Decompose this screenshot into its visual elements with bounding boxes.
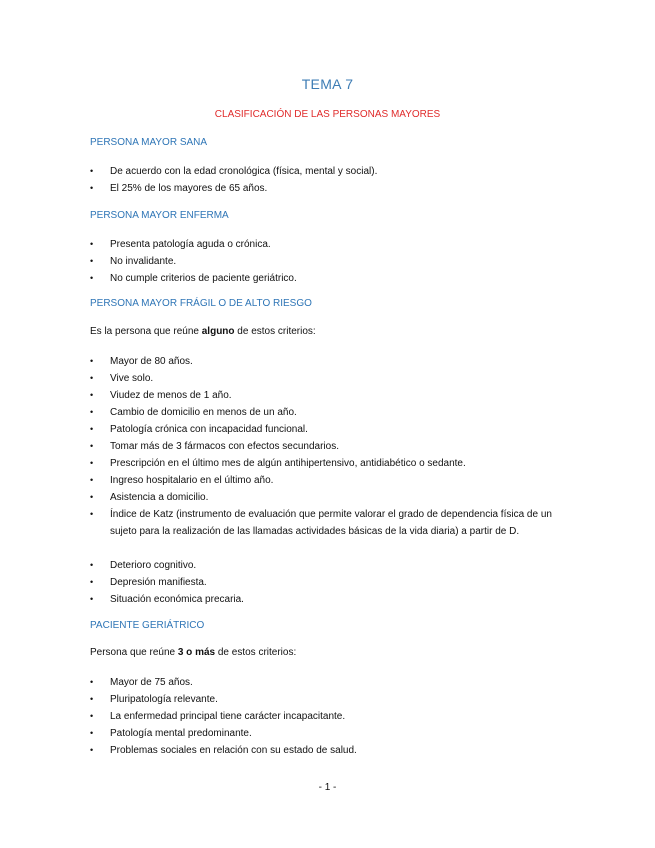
bullet-icon: •	[90, 390, 94, 400]
list-item: • Pluripatología relevante.	[90, 691, 580, 708]
list-item: • No invalidante.	[90, 253, 580, 270]
page-title: TEMA 7	[301, 76, 354, 92]
bullet-icon: •	[90, 239, 94, 249]
bullet-icon: •	[90, 594, 94, 604]
list-item: • Ingreso hospitalario en el último año.	[90, 472, 580, 489]
list-item: • Índice de Katz (instrumento de evaluación que permite valorar el grado de dependencia física de un sujeto para la realización de las llamadas actividades básicas de la vida diaria) a partir de D.	[90, 506, 580, 540]
intro-fragil: Es la persona que reúne alguno de estos criterios:	[90, 326, 316, 337]
bullet-icon: •	[90, 356, 94, 366]
bullet-icon: •	[90, 677, 94, 687]
list-item: • No cumple criterios de paciente geriátrico.	[90, 270, 580, 287]
bullet-icon: •	[90, 373, 94, 383]
list-item: • Cambio de domicilio en menos de un año.	[90, 404, 580, 421]
list-item: • Presenta patología aguda o crónica.	[90, 236, 580, 253]
list-item: • La enfermedad principal tiene carácter incapacitante.	[90, 708, 580, 725]
list-item: • Tomar más de 3 fármacos con efectos secundarios.	[90, 438, 580, 455]
bullet-icon: •	[90, 577, 94, 587]
heading-paciente-geriatrico: PACIENTE GERIÁTRICO	[90, 620, 205, 631]
bullet-icon: •	[90, 424, 94, 434]
list-item: • Asistencia a domicilio.	[90, 489, 580, 506]
page-number: - 1 -	[318, 782, 337, 793]
bullet-icon: •	[90, 166, 94, 176]
bullet-icon: •	[90, 694, 94, 704]
bullet-icon: •	[90, 458, 94, 468]
list-item: • Mayor de 75 años.	[90, 674, 580, 691]
list-item: • Situación económica precaria.	[90, 591, 580, 608]
bullet-icon: •	[90, 475, 94, 485]
list-item: • De acuerdo con la edad cronológica (física, mental y social).	[90, 163, 580, 180]
list-item: • Depresión manifiesta.	[90, 574, 580, 591]
page-subtitle: CLASIFICACIÓN DE LAS PERSONAS MAYORES	[214, 109, 441, 120]
list-item: • Mayor de 80 años.	[90, 353, 580, 370]
list-item: • Viudez de menos de 1 año.	[90, 387, 580, 404]
bullet-icon: •	[90, 728, 94, 738]
intro-geriatrico: Persona que reúne 3 o más de estos criterios:	[90, 647, 297, 658]
list-item: • El 25% de los mayores de 65 años.	[90, 180, 580, 197]
bullet-icon: •	[90, 183, 94, 193]
bullet-icon: •	[90, 256, 94, 266]
bullet-icon: •	[90, 745, 94, 755]
heading-persona-mayor-fragil: PERSONA MAYOR FRÁGIL O DE ALTO RIESGO	[90, 298, 312, 309]
list-item: • Patología mental predominante.	[90, 725, 580, 742]
bullet-icon: •	[90, 273, 94, 283]
list-item: • Prescripción en el último mes de algún antihipertensivo, antidiabético o sedante.	[90, 455, 580, 472]
list-item: • Problemas sociales en relación con su estado de salud.	[90, 742, 580, 759]
bullet-icon: •	[90, 441, 94, 451]
bullet-icon: •	[90, 711, 94, 721]
bullet-icon: •	[90, 560, 94, 570]
bullet-icon: •	[90, 509, 94, 519]
bullet-icon: •	[90, 492, 94, 502]
bullet-icon: •	[90, 407, 94, 417]
heading-persona-mayor-enferma: PERSONA MAYOR ENFERMA	[90, 210, 229, 221]
list-item: • Patología crónica con incapacidad funcional.	[90, 421, 580, 438]
list-item: • Vive solo.	[90, 370, 580, 387]
heading-persona-mayor-sana: PERSONA MAYOR SANA	[90, 137, 208, 148]
list-item: • Deterioro cognitivo.	[90, 557, 580, 574]
